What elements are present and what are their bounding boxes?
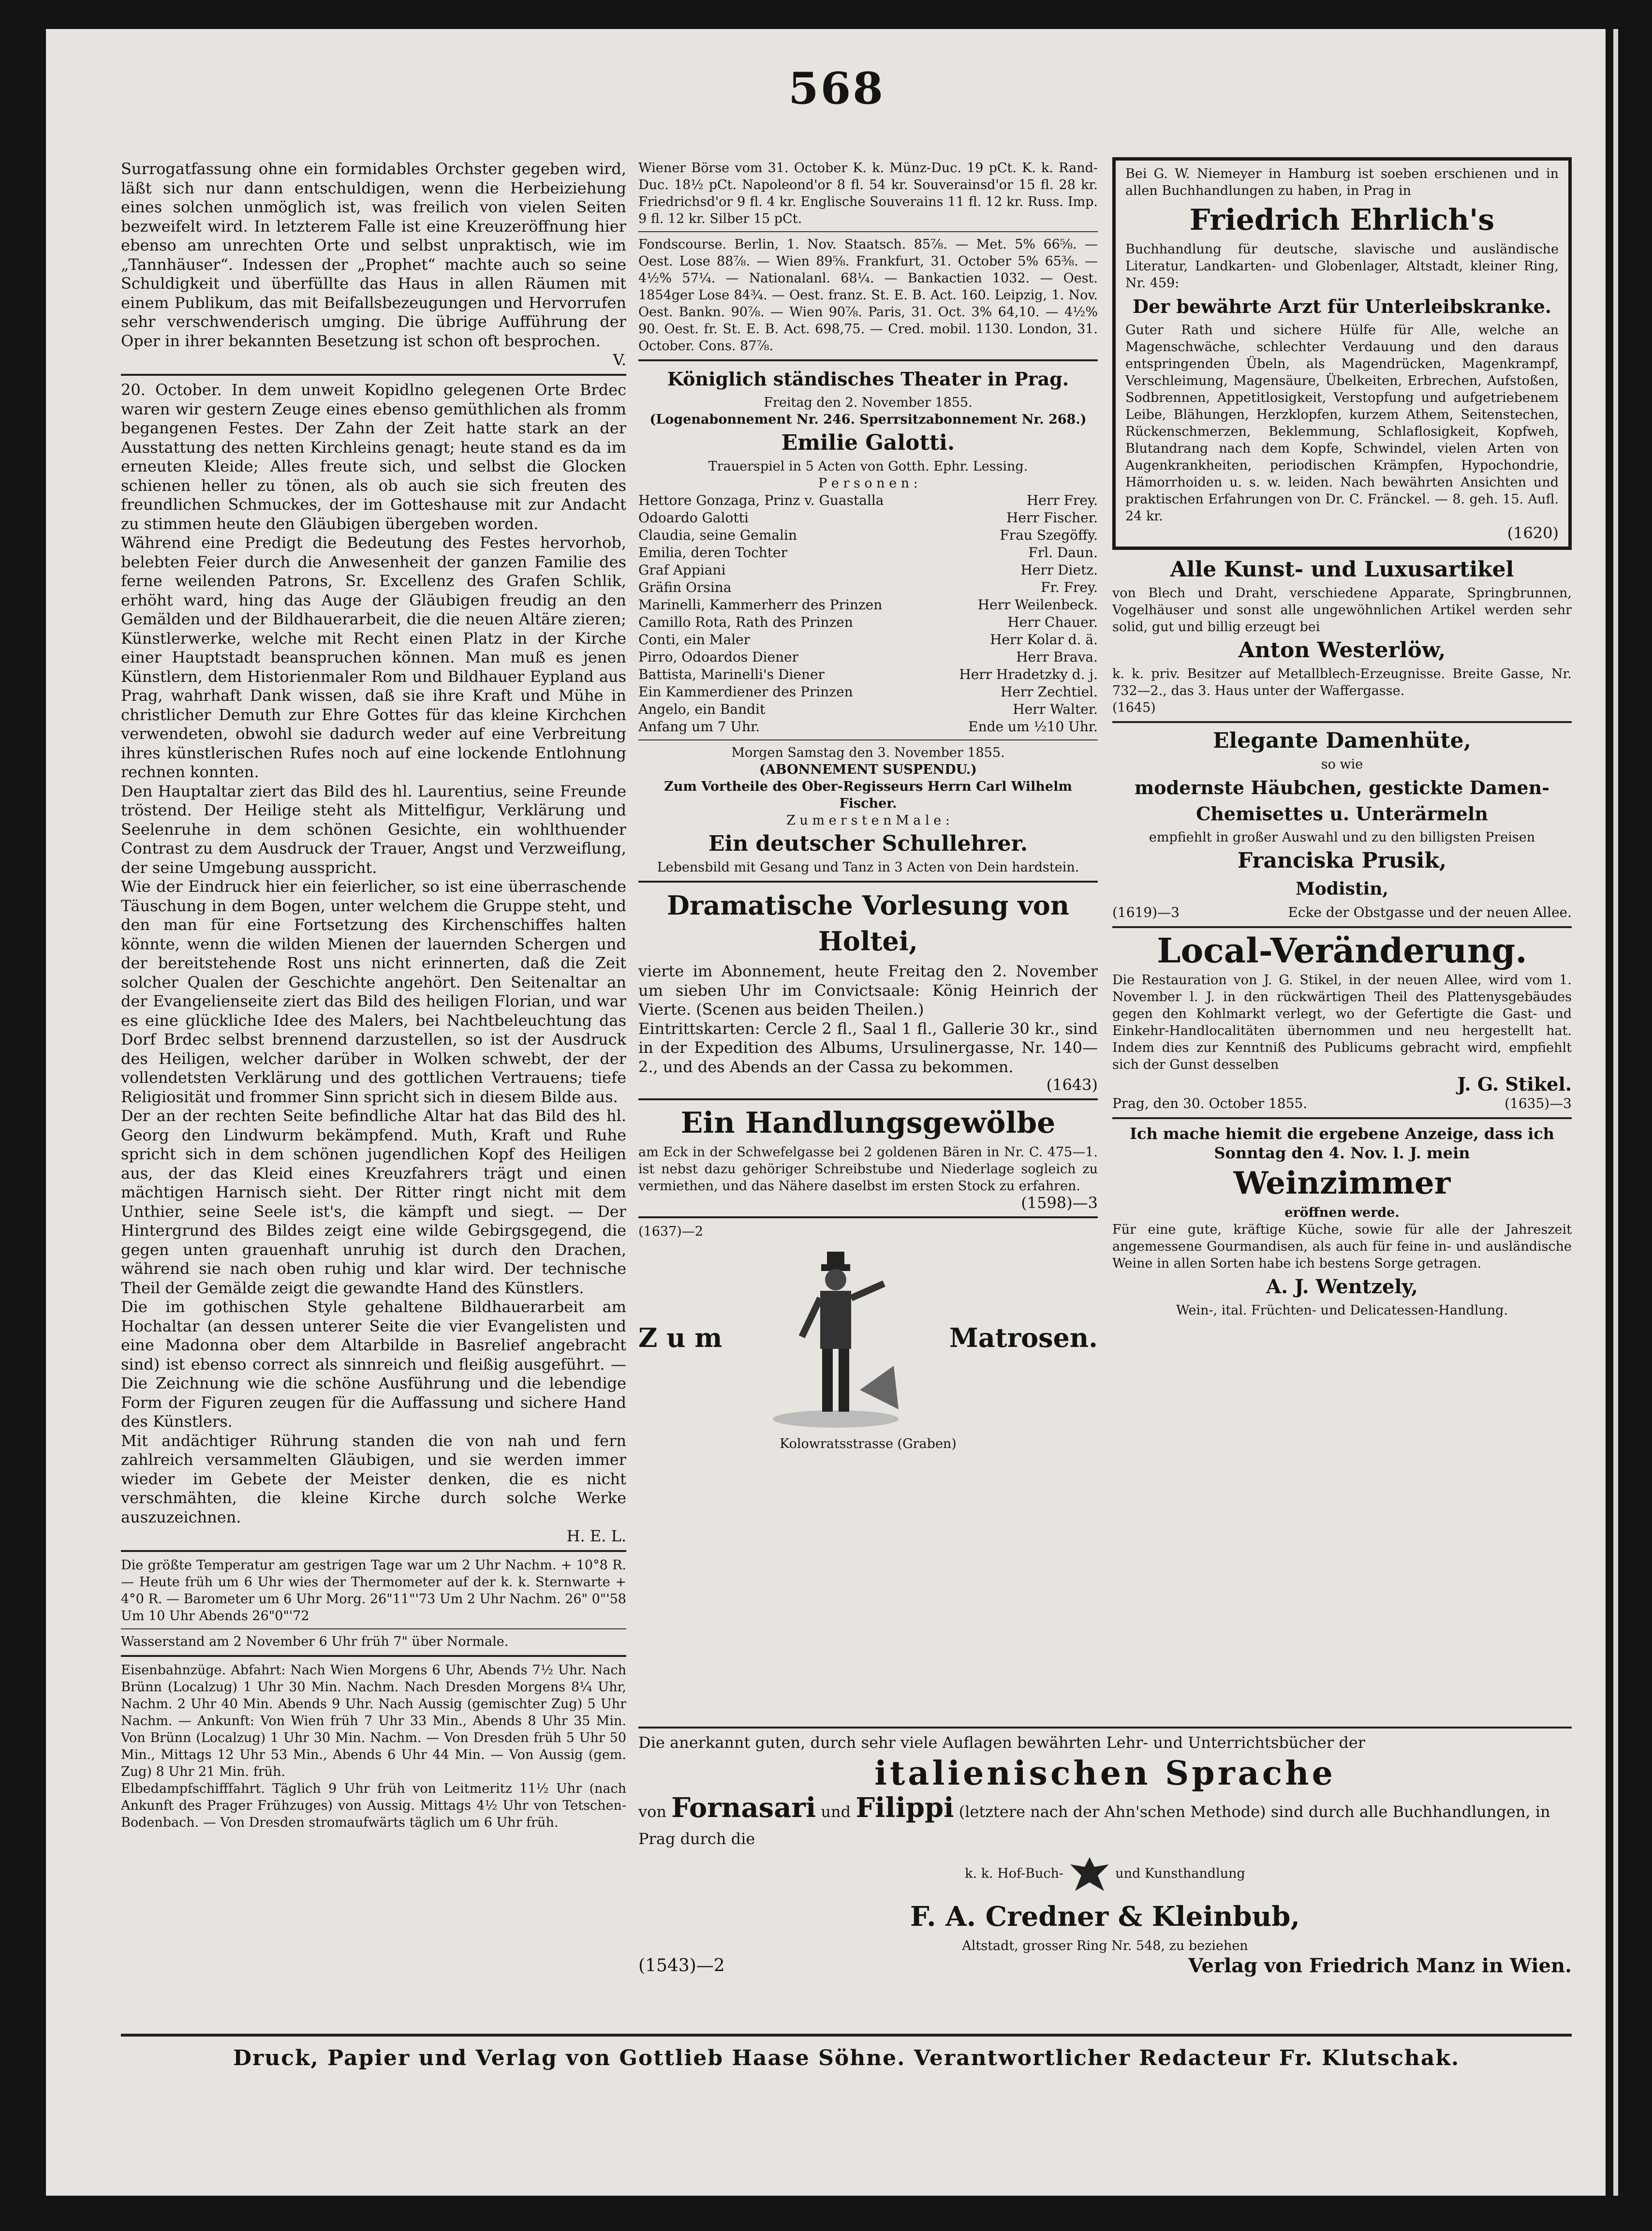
end-time: Ende um ½10 Uhr. [968, 719, 1098, 735]
publisher-address: Altstadt, grosser Ring Nr. 548, zu beziehen [962, 1938, 1248, 1953]
cast-row [638, 544, 1098, 561]
sailor-ad-right: Matrosen. [949, 1322, 1098, 1353]
cast-row [638, 527, 1098, 544]
milliner-address: Ecke der Obstgasse und der neuen Allee. [1288, 904, 1572, 920]
cast-row [638, 666, 1098, 683]
column-left [121, 160, 626, 1831]
cast-actor: Frau Szegöffy. [1000, 527, 1098, 543]
column-middle [638, 160, 1098, 1452]
merchant-description: k. k. priv. Besitzer auf Metallblech-Erzeugnisse. Breite Gasse, Nr. 732—2., das 3. Haus unter der Waffergasse. [1112, 666, 1572, 698]
holtei-reading-text: vierte im Abonnement, heute Freitag den 2. November um sieben Uhr im Convictsaale: König Heinrich der Vierte. (Scenen aus beiden Theilen.) [638, 962, 1098, 1019]
bookshop-name: Friedrich Ehrlich's [1189, 203, 1495, 237]
church-report-paragraph: Die im gothischen Style gehaltene Bildhauerarbeit am Hochaltar (an dessen unterer Seite die vier Evangelisten und eine Madonna ober dem Altarbilde in Basrelief angebracht sind) ist ebenso correct als sinnreich und fleißig ausgeführt. — Die Zeichnung wie die schöne Ausführung und die lebendige Form der Figuren zeugen für die Auffassung und sichere Hand des Künstlers. [121, 1298, 626, 1431]
book-title: Der bewährte Arzt für Unterleibskranke. [1132, 295, 1552, 317]
cast-role: Graf Appiani [638, 562, 726, 578]
page-edge [1613, 29, 1618, 2196]
milliner-footer [1112, 904, 1572, 921]
cast-role: Hettore Gonzaga, Prinz v. Guastalla [638, 492, 884, 508]
church-report-paragraph: Den Hauptaltar ziert das Bild des hl. Laurentius, seine Freunde tröstend. Der Heilige steht als Mittelfigur, Verklärung und Seelenruhe in dem schönen Gesichte, ein wohlthuender Contrast zu dem Ausdruck der Trauer, Angst und Verzweiflung, der seine Umgebung ausspricht. [121, 782, 626, 877]
milliner-title: Modistin, [1296, 879, 1388, 899]
benefit-note: Zum Vortheile des Ober-Regisseurs Herrn Carl Wilhelm Fischer. [664, 779, 1072, 811]
vienna-exchange: Wiener Börse vom 31. October K. k. Münz-Duc. 19 pCt. K. k. Rand-Duc. 18½ pCt. Napoleond'or 8 fl. 54 kr. Souverainsd'or 15 fl. 28 kr. Friedrichsd'or 9 fl. 4 kr. Englische Souverains 11 fl. 12 kr. Russ. Imp. 9 fl. 12 kr. Silber 15 pCt. [638, 161, 1098, 226]
weather-report: Die größte Temperatur am gestrigen Tage war um 2 Uhr Nachm. + 10°8 R. — Heute früh um 6 Uhr wies der Thermometer auf der k. k. Sternwarte + 4°0 R. — Barometer um 6 Uhr Morg. 26"11"'73 Um 2 Uhr Nachm. 26" 0"'58 Um 10 Uhr Abends 26"0"'72 [121, 1558, 626, 1624]
cast-row [638, 701, 1098, 718]
cast-actor: Herr Chauer. [1007, 614, 1098, 630]
divider [638, 1216, 1098, 1218]
relocation-date: Prag, den 30. October 1855. [1112, 1095, 1308, 1111]
wine-room-intro: Ich mache hiemit die ergebene Anzeige, dass ich Sonntag den 4. Nov. l. J. mein [1130, 1124, 1554, 1162]
divider [638, 881, 1098, 883]
books-ad-language: italienischen Sprache [874, 1754, 1336, 1793]
merchant-name: Anton Westerlöw, [1238, 638, 1446, 663]
wine-room-title: Weinzimmer [1233, 1165, 1451, 1201]
divider [638, 231, 1098, 232]
train-schedule: Eisenbahnzüge. Abfahrt: Nach Wien Morgens 6 Uhr, Abends 7½ Uhr. Nach Brünn (Localzug) 1 Uhr 30 Min. Nachm. Nach Dresden Morgens 8¼ Uhr, Nachm. 2 Uhr 40 Min. Abends 9 Uhr. Nach Aussig (gemischter Zug) 5 Uhr Nachm. — Ankunft: Von Wien früh 7 Uhr 33 Min., Abends 8 Uhr 35 Min. Von Brünn (Localzug) 1 Uhr 30 Min. Nachm. — Von Dresden früh 5 Uhr 50 Min., Mittags 12 Uhr 53 Min., Abends 6 Uhr 44 Min. — Von Aussig (gem. Zug) 8 Uhr 21 Min. früh. [121, 1663, 626, 1779]
cast-role: Pirro, Odoardos Diener [638, 649, 799, 665]
show-times [638, 718, 1098, 736]
divider [638, 1098, 1098, 1100]
divider [1112, 926, 1572, 928]
divider [638, 739, 1098, 740]
shop-rental-text: am Eck in der Schwefelgasse bei 2 goldenen Bären in Nr. C. 475—1. ist nebst dazu gehöriger Schreibstube und Niederlage sogleich zu vermiethen, und das Nähere daselbst im ersten Stock zu erfahren. [638, 1145, 1098, 1194]
church-report-paragraph: Wie der Eindruck hier ein feierlicher, so ist eine überraschende Täuschung in dem Bogen, unter welchem die Gruppe steht, und den man für eine Fortsetzung des Kirchenschiffes halten könnte, wenn die wilden Mienen der lauernden Schergen und der bereitstehende Rost uns nicht erinnerten, daß die Zeit solcher Qualen der Geschichte angehört. Den Seitenaltar an der Evangelienseite ziert das Bild des heiligen Florian, und war es eine glückliche Idee des Malers, bei Nachtbeleuchtung das Dorf Brdec selbst brennend darzustellen, so ist der Ausdruck des Heiligen, welcher darüber in Wolken schwebt, der der vollendetsten Verklärung und des gottlichen Vertrauens; tiefe Religiosität und frommer Sinn spricht sich in diesem Bilde aus. [121, 877, 626, 1106]
cast-actor: Herr Frey. [1026, 492, 1098, 508]
cast-role: Odoardo Galotti [638, 510, 749, 526]
divider [121, 1628, 626, 1629]
theater-date: Freitag den 2. November 1855. [764, 395, 973, 410]
play-subtitle: Trauerspiel in 5 Acten von Gotth. Ephr. Lessing. [708, 459, 1028, 474]
signature: H. E. L. [566, 1527, 626, 1545]
wine-merchant-description: Wein-, ital. Früchten- und Delicatessen-Handlung. [1176, 1303, 1508, 1318]
publisher-manz: Verlag von Friedrich Manz in Wien. [1188, 1954, 1572, 1977]
ad-number: (1637)—2 [638, 1224, 703, 1239]
divider [638, 1727, 1572, 1729]
sailor-illustration [763, 1245, 908, 1433]
author-filippi: Filippi [856, 1791, 954, 1824]
author-fornasari: Fornasari [671, 1791, 816, 1824]
wine-merchant-name: A. J. Wentzely, [1266, 1275, 1418, 1298]
shop-rental-title: Ein Handlungsgewölbe [680, 1106, 1056, 1140]
book-description: Guter Rath und sichere Hülfe für Alle, welche an Magenschwäche, schlechter Verdauung und den daraus entspringenden Übeln, als Magendrücken, Magenkrampf, Verschleimung, Magensäure, Übelkeiten, Erbrechen, Aufstoßen, Sodbrennen, Appetitlosigkeit, Verstopfung und aufgetriebenem Leibe, Blähungen, Herzklopfen, kurzem Athem, Seitenstechen, Rückenschmerzen, Beklemmung, Schlaflosigkeit, Kopfweh, Blutandrang nach dem Kopfe, Schwindel, vielen Arten von Augenkrankheiten, periodischen Krämpfen, Hypochondrie, Hämorrhoiden u. s. w. leiden. Nach bewährten Ansichten und praktischen Erfahrungen von Dr. C. Fränckel. — 8. geh. 15. Aufl. 24 kr. [1125, 323, 1559, 524]
cast-actor: Herr Hradetzky d. j. [959, 666, 1098, 682]
relocation-text: Die Restauration von J. G. Stikel, in der neuen Allee, wird vom 1. November l. J. in den rückwärtigen Theil des Plattenysgebäudes gegen den Kohlmarkt verlegt, wo der Gefertigte die Gast- und Einkehr-Handlocalitäten übernommen und neu hergestellt hat. Indem dies zur Kenntniß des Publicums gebracht wird, empfiehlt sich der Gunst desselben [1112, 973, 1572, 1072]
next-play-subtitle: Lebensbild mit Gesang und Tanz in 3 Acten von Dein hardstein. [657, 860, 1079, 875]
divider [121, 1550, 626, 1552]
cast-actor: Herr Kolar d. ä. [990, 632, 1098, 648]
book-ad-frame [1112, 157, 1572, 550]
cast-row [638, 649, 1098, 666]
milliner-name: Franciska Prusik, [1237, 848, 1447, 873]
cast-role: Battista, Marinelli's Diener [638, 666, 825, 682]
divider [1112, 721, 1572, 723]
art-goods-title: Alle Kunst- und Luxusartikel [1170, 557, 1514, 582]
books-ad-und: und [821, 1802, 851, 1821]
cast-role: Claudia, seine Gemalin [638, 527, 797, 543]
relocation-signature: J. G. Stikel. [1457, 1073, 1572, 1095]
divider [121, 374, 626, 376]
sailor-ad-caption: Kolowratsstrasse (Graben) [780, 1436, 957, 1451]
first-time-note: Z u m e r s t e n M a l e : [786, 813, 950, 828]
ad-number: (1643) [1046, 1076, 1098, 1094]
ad-number: (1543)—2 [638, 1955, 725, 1976]
steamer-schedule: Elbedampfschifffahrt. Täglich 9 Uhr früh von Leitmeritz 11½ Uhr (nach Ankunft des Prager Frühzuges) von Aussig. Mittags 4½ Uhr von Tetschen-Bodenbach. — Von Dresden stromaufwärts täglich um 6 Uhr früh. [121, 1781, 626, 1830]
cast-role: Gräfin Orsina [638, 579, 732, 595]
church-report-intro: 20. October. In dem unweit Kopidlno gelegenen Orte Brdec waren wir gestern Zeuge eines ebenso gemüthlichen als fromm begangenen Festes. Der Zahn der Zeit hatte stark an der Ausstattung des netten Kirchleins genagt; heute stand es da im erneuten Kleide; Alles freute sich, und selbst die Glocken schienen heller zu tönen, als ob auch sie sich freuten des freundlichen Schmuckes, der im Gotteshause mit zur Andacht zu stimmen heute den Gläubigen übergeben worden. [121, 381, 626, 533]
next-show-date: Morgen Samstag den 3. November 1855. [731, 745, 1005, 760]
hats-ad-so: so wie [1321, 757, 1363, 772]
signature: V. [613, 351, 626, 369]
cast-row [638, 561, 1098, 579]
cast-actor: Herr Dietz. [1020, 562, 1098, 578]
water-level: Wasserstand am 2 November 6 Uhr früh 7" über Normale. [121, 1634, 509, 1649]
cast-actor: Herr Walter. [1013, 701, 1098, 717]
stock-rates: Fondscourse. Berlin, 1. Nov. Staatsch. 85⅞. — Met. 5% 66⅝. — Oest. Lose 88⅞. — Wien 89⅝. Frankfurt, 31. October 5% 65⅜. — 4½% 57¼. — Nationalanl. 68¼. — Bankactien 1032. — Oest. 1854ger Lose 84¾. — Oest. franz. St. E. B. Act. 160. Leipzig, 1. Nov. Oest. Bankn. 90⅞. — Wien 90⅞. Paris, 31. Oct. 3% 64,10. — 4½% 90. Oest. fr. St. E. B. Act. 698,75. — Cred. mobil. 1130. London, 31. October. Cons. 87⅞. [638, 237, 1098, 354]
divider [121, 1655, 626, 1657]
column-right [1112, 157, 1572, 1319]
sailor-ad-left: Z u m [638, 1322, 723, 1353]
eagle-icon [1068, 1852, 1111, 1896]
cast-actor: Herr Zechtiel. [1000, 684, 1098, 700]
cast-row [638, 614, 1098, 631]
theater-heading: Königlich ständisches Theater in Prag. [667, 368, 1069, 390]
page-number: 568 [788, 63, 885, 114]
relocation-title: Local-Veränderung. [1157, 931, 1527, 971]
divider [638, 359, 1098, 361]
cast-row [638, 683, 1098, 701]
cast-actor: Herr Weilenbeck. [977, 597, 1098, 613]
cast-row [638, 631, 1098, 649]
books-ad-methode: (letztere nach der Ahn'schen Methode) sind durch alle Buchhandlungen, in Prag durch die [638, 1802, 1550, 1848]
hats-ad-subtitle: modernste Häubchen, gestickte Damen-Chemisettes u. Unterärmeln [1135, 777, 1549, 825]
books-ad-authors [638, 1791, 1572, 1852]
book-ad-intro: Bei G. W. Niemeyer in Hamburg ist soeben erschienen und in allen Buchhandlungen zu haben, in Prag in [1125, 166, 1559, 198]
books-ad-bookshop [638, 1852, 1572, 1896]
cast-row [638, 579, 1098, 596]
hats-ad-text: empfiehlt in großer Auswahl und zu den billigsten Preisen [1149, 830, 1535, 845]
imprint-footer: Druck, Papier und Verlag von Gottlieb Haase Söhne. Verantwortlicher Redacteur Fr. Klutschak. [233, 2046, 1460, 2070]
cast-role: Camillo Rota, Rath des Prinzen [638, 614, 853, 630]
footer-rule [121, 2034, 1572, 2037]
holtei-reading-title: Dramatische Vorlesung von Holtei, [667, 890, 1069, 957]
opera-review-end: Surrogatfassung ohne ein formidables Orchster gegeben wird, läßt sich nur dann entschuldigen, wenn die Herbeiziehung eines solchen unmöglich ist, was freilich von vielen Seiten bezweifelt wird. In letzterem Falle ist eine Kreuzeröffnung hier ebenso am unrechten Orte und selbst unpraktisch, wie im „Tannhäuser“. Indessen der „Prophet“ machte auch so seine Schuldigkeit und überfüllte das Haus in allen Räumen mit einem Publikum, das mit Beifallsbezeugungen und Hervorrufen sehr verschwenderisch umging. Die übrige Aufführung der Oper in ihrer bekannten Besetzung ist schon oft besprochen. [121, 160, 626, 350]
art-goods-text: von Blech und Draht, verschiedene Apparate, Springbrunnen, Vogelhäuser und sonst alle ungewöhnlichen Artikel werden sehr solid, gut und billig erzeugt bei [1112, 586, 1572, 635]
theater-abonnement: (Logenabonnement Nr. 246. Sperrsitzabonnement Nr. 268.) [649, 412, 1087, 427]
books-ad-intro: Die anerkannt guten, durch sehr viele Auflagen bewährten Lehr- und Unterrichtsbücher der [638, 1733, 1366, 1752]
ad-number: (1598)—3 [1021, 1194, 1098, 1212]
ad-number: (1645) [1112, 700, 1156, 715]
divider [1112, 1117, 1572, 1119]
ad-number: (1635)—3 [1504, 1095, 1572, 1111]
cast-role: Ein Kammerdiener des Prinzen [638, 684, 853, 700]
hats-ad-title: Elegante Damenhüte, [1213, 728, 1471, 753]
publisher-credner: F. A. Credner & Kleinbub, [910, 1900, 1300, 1933]
cast-row [638, 492, 1098, 509]
cast-actor: Fr. Frey. [1041, 579, 1098, 595]
court-bookshop: k. k. Hof-Buch- [965, 1866, 1064, 1881]
cast-actor: Frl. Daun. [1028, 545, 1098, 561]
cast-row [638, 509, 1098, 527]
sailor-ad [638, 1240, 1098, 1435]
bookshop-description: Buchhandlung für deutsche, slavische und ausländische Literatur, Landkarten- und Globenlager, Altstadt, kleiner Ring, Nr. 459: [1125, 242, 1559, 291]
ad-number: (1619)—3 [1112, 904, 1180, 920]
art-shop: und Kunsthandlung [1115, 1866, 1245, 1881]
ad-number: (1620) [1507, 524, 1559, 542]
church-report-paragraph: Der an der rechten Seite befindliche Altar hat das Bild des hl. Georg den Lindwurm bekämpfend. Muth, Kraft und Ruhe spricht sich in dem schönen jugendlichen Kopf des Heiligen aus, der das Kleid eines Kreuzfahrers trägt und einen mächtigen Harnisch sieht. Der Ritter ringt nicht mit dem Unthier, seine Seele ist's, die kämpft und siegt. — Der Hintergrund des Bildes zeigt eine wilde Gebirgsgegend, die gegen unten grauenhaft unruhig ist durch den Drachen, während sie nach oben ruhig und klar wird. Der technische Theil der Gemälde zeigt die gewandte Hand des Künstlers. [121, 1107, 626, 1297]
cast-role: Marinelli, Kammerherr des Prinzen [638, 597, 883, 613]
next-play-title: Ein deutscher Schullehrer. [708, 831, 1028, 856]
cast-role: Emilia, deren Tochter [638, 545, 788, 561]
abonnement-suspended: (ABONNEMENT SUSPENDU.) [759, 762, 977, 777]
cast-actor: Herr Fischer. [1006, 510, 1098, 526]
start-time: Anfang um 7 Uhr. [638, 719, 760, 735]
holtei-ticket-prices: Eintrittskarten: Cercle 2 fl., Saal 1 fl., Gallerie 30 kr., sind in der Expedition des Albums, Ursulinergasse, Nr. 140—2., und des Abends an der Cassa zu bekommen. [638, 1019, 1098, 1076]
cast-list [638, 492, 1098, 718]
play-title: Emilie Galotti. [781, 430, 955, 455]
language-books-ad [638, 1722, 1572, 1978]
cast-row [638, 596, 1098, 614]
sailor-icon [763, 1245, 908, 1433]
relocation-footer [1112, 1095, 1572, 1112]
wine-room-text: Für eine gute, kräftige Küche, sowie für alle der Jahreszeit angemessene Gourmandisen, als auch für feine in- und ausländische Weine in allen Sorten habe ich bestens Sorge getragen. [1112, 1222, 1572, 1271]
books-ad-footer [638, 1954, 1572, 1978]
church-report-paragraph: Mit andächtiger Rührung standen die von nah und fern zahlreich versammelten Gläubigen, und sie werden immer wieder im Gebete der Meister denken, die es nicht verschmähten, die kleine Kirche durch solche Werke auszuzeichnen. [121, 1431, 626, 1526]
cast-heading: P e r s o n e n : [818, 476, 918, 491]
cast-actor: Herr Brava. [1016, 649, 1098, 665]
cast-role: Conti, ein Maler [638, 632, 751, 648]
books-ad-von: von [638, 1802, 666, 1821]
wine-room-opening: eröffnen werde. [1284, 1205, 1400, 1220]
cast-role: Angelo, ein Bandit [638, 701, 766, 717]
church-report-paragraph: Während eine Predigt die Bedeutung des Festes hervorhob, belebten Feier durch die Anwesenheit der ganzen Familie des ferne weilenden Patrons, Sr. Excellenz des Grafen Schlik, erhöht ward, hing das Auge der Gläubigen freudig an den Gemälden und der Bildhauerarbeit, die die neuen Altäre zieren; Künstlerwerke, welche mit Recht einen Platz in der Kirche einer Hauptstadt beanspruchen können. Man muß es jenen Künstlern, dem Historienmaler Rom und Bildhauer Eypland aus Prag, wahrhaft Dank wissen, daß sie ihre Kraft und Mühe in christlicher Demuth zur Ehre Gottes für das kleine Kirchchen verwendeten, obwohl sie dadurch weder auf eine Verbreitung ihres künstlerischen Rufes noch auf eine lockende Entlohnung rechnen konnten. [121, 533, 626, 781]
